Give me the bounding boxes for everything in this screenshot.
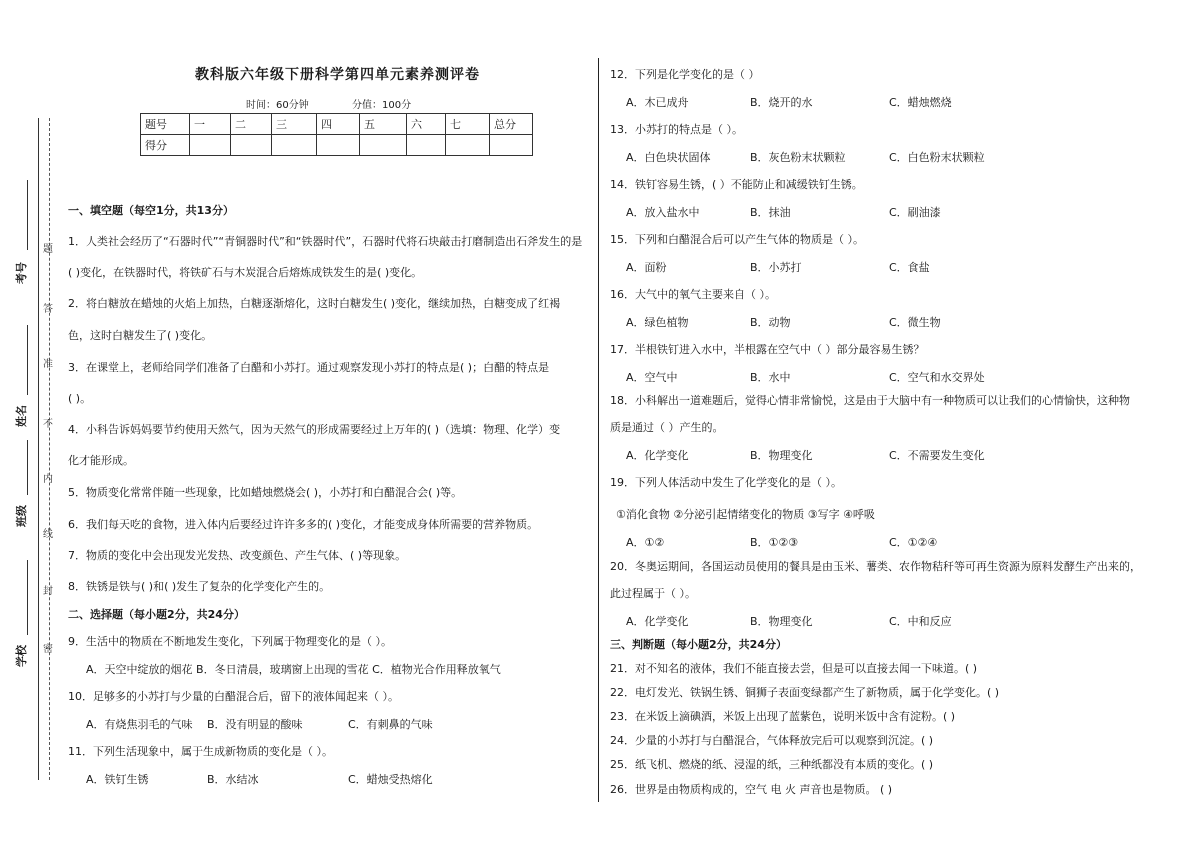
question-20-option-b: B．物理变化 (750, 615, 813, 628)
question-4-line2: 化才能形成。 (68, 454, 134, 467)
question-12-option-b: B．烧开的水 (750, 96, 813, 109)
question-2-line2: 色，这时白糖发生了( )变化。 (68, 329, 213, 342)
question-14-option-c: C．刷油漆 (889, 206, 941, 219)
score-input-cell[interactable] (272, 135, 317, 156)
question-13-option-c: C．白色粉末状颗粒 (889, 151, 985, 164)
section-true-false: 三、判断题（每小题2分，共24分） (610, 638, 787, 651)
seal-char: 准 (43, 359, 53, 370)
binding-solid-line (38, 118, 39, 780)
question-18-line1: 18．小科解出一道难题后，觉得心情非常愉悦，这是由于大脑中有一种物质可以让我们的心情愉快，这种物 (610, 394, 1130, 407)
column-divider (598, 58, 599, 802)
question-17: 17．半根铁钉进入水中，半根露在空气中（ ）部分最容易生锈？ (610, 343, 925, 356)
exam-score: 分值：100分 (352, 100, 412, 111)
question-20-line2: 此过程属于（ ）。 (610, 587, 696, 600)
question-14-option-b: B．抹油 (750, 206, 791, 219)
seal-char: 密 (43, 644, 53, 655)
question-3-line1: 3．在课堂上，老师给同学们准备了白醋和小苏打。通过观察发现小苏打的特点是( )；白醋的特点是 (68, 361, 550, 374)
score-input-cell[interactable] (490, 135, 533, 156)
blank-name (27, 325, 28, 395)
question-9: 9．生活中的物质在不断地发生变化，下列属于物理变化的是（ ）。 (68, 635, 392, 648)
question-17-option-a: A．空气中 (626, 371, 678, 384)
question-12-option-a: A．木已成舟 (626, 96, 689, 109)
question-13-option-a: A．白色块状固体 (626, 151, 711, 164)
score-table-header-row (141, 114, 533, 135)
question-19-option-a: A．①② (626, 536, 665, 549)
question-10: 10．足够多的小苏打与少量的白醋混合后，留下的液体闻起来（ ）。 (68, 690, 399, 703)
score-input-cell[interactable] (360, 135, 407, 156)
question-17-option-c: C．空气和水交界处 (889, 371, 985, 384)
question-25: 25．纸飞机、燃烧的纸、浸湿的纸，三种纸都没有本质的变化。( ) (610, 758, 934, 771)
question-12-option-c: C．蜡烛燃烧 (889, 96, 952, 109)
question-3-line2: ( )。 (68, 392, 92, 405)
seal-char: 不 (43, 419, 53, 430)
score-cell: 题号 (141, 114, 190, 135)
question-11: 11．下列生活现象中，属于生成新物质的变化是（ ）。 (68, 745, 333, 758)
question-16: 16．大气中的氧气主要来自（ ）。 (610, 288, 776, 301)
label-exam-number: 考号 (15, 262, 28, 284)
question-13-option-b: B．灰色粉末状颗粒 (750, 151, 846, 164)
section-fill-in: 一、填空题（每空1分，共13分） (68, 204, 234, 217)
exam-time: 时间：60分钟 (246, 100, 309, 111)
question-6: 6．我们每天吃的食物，进入体内后要经过许许多多的( )变化，才能变成身体所需要的营养物质。 (68, 518, 539, 531)
score-cell: 一 (190, 114, 231, 135)
score-input-cell[interactable] (407, 135, 446, 156)
question-1-line2: ( )变化，在铁器时代，将铁矿石与木炭混合后熔炼成铁发生的是( )变化。 (68, 266, 423, 279)
seal-char: 线 (43, 529, 53, 540)
question-20-option-c: C．中和反应 (889, 615, 952, 628)
score-cell: 三 (272, 114, 317, 135)
question-14: 14．铁钉容易生锈，( ）不能防止和减缓铁钉生锈。 (610, 178, 863, 191)
binding-dashed-line (49, 118, 50, 780)
question-20-line1: 20．冬奥运期间，各国运动员使用的餐具是由玉米、薯类、农作物秸秆等可再生资源为原料发酵生产出来的， (610, 560, 1141, 573)
question-7: 7．物质的变化中会出现发光发热、改变颜色、产生气体、( )等现象。 (68, 549, 407, 562)
blank-school (27, 560, 28, 635)
score-table (140, 113, 533, 156)
question-15-option-a: A．面粉 (626, 261, 667, 274)
question-5: 5．物质变化常常伴随一些现象，比如蜡烛燃烧会( )，小苏打和白醋混合会( )等。 (68, 486, 463, 499)
question-13: 13．小苏打的特点是（ ）。 (610, 123, 743, 136)
score-input-cell[interactable] (231, 135, 272, 156)
question-15: 15．下列和白醋混合后可以产生气体的物质是（ ）。 (610, 233, 864, 246)
score-cell: 七 (446, 114, 490, 135)
section-multiple-choice: 二、选择题（每小题2分，共24分） (68, 608, 245, 621)
question-4-line1: 4．小科告诉妈妈要节约使用天然气，因为天然气的形成需要经过上万年的( )（选填：物理、化学）变 (68, 423, 561, 436)
question-18-option-c: C．不需要发生变化 (889, 449, 985, 462)
question-26: 26．世界是由物质构成的，空气 电 火 声音也是物质。 ( ) (610, 783, 893, 796)
question-16-option-c: C．微生物 (889, 316, 941, 329)
score-cell: 得分 (141, 135, 190, 156)
question-9-options: A．天空中绽放的烟花 B．冬日清晨，玻璃窗上出现的雪花 C．植物光合作用释放氧气 (86, 663, 501, 676)
seal-char: 内 (43, 474, 53, 485)
question-8: 8．铁锈是铁与( )和( )发生了复杂的化学变化产生的。 (68, 580, 331, 593)
question-19-statements: ①消化食物 ②分泌引起情绪变化的物质 ③写字 ④呼吸 (616, 508, 875, 521)
question-11-option-b: B．水结冰 (207, 773, 259, 786)
question-19: 19．下列人体活动中发生了化学变化的是（ ）。 (610, 476, 842, 489)
question-10-option-c: C．有刺鼻的气味 (348, 718, 433, 731)
question-19-option-c: C．①②④ (889, 536, 938, 549)
question-22: 22．电灯发光、铁锅生锈、铜狮子表面变绿都产生了新物质，属于化学变化。( ) (610, 686, 1000, 699)
binding-margin (0, 0, 60, 849)
question-15-option-c: C．食盐 (889, 261, 930, 274)
question-12: 12．下列是化学变化的是（ ） (610, 68, 760, 81)
question-23: 23．在米饭上滴碘酒，米饭上出现了蓝紫色，说明米饭中含有淀粉。( ) (610, 710, 956, 723)
score-cell: 总分 (490, 114, 533, 135)
question-24: 24．少量的小苏打与白醋混合，气体释放完后可以观察到沉淀。( ) (610, 734, 934, 747)
blank-class (27, 440, 28, 495)
score-cell: 四 (317, 114, 360, 135)
score-input-cell[interactable] (446, 135, 490, 156)
question-18-option-a: A．化学变化 (626, 449, 689, 462)
question-11-option-c: C．蜡烛受热熔化 (348, 773, 433, 786)
question-2-line1: 2．将白糖放在蜡烛的火焰上加热，白糖逐渐熔化，这时白糖发生( )变化，继续加热，白糖变成了红褐 (68, 297, 561, 310)
score-cell: 五 (360, 114, 407, 135)
seal-char: 题 (43, 244, 53, 255)
question-17-option-b: B．水中 (750, 371, 791, 384)
seal-char: 答 (43, 304, 53, 315)
question-15-option-b: B．小苏打 (750, 261, 802, 274)
page-title: 教科版六年级下册科学第四单元素养测评卷 (195, 67, 480, 83)
question-19-option-b: B．①②③ (750, 536, 799, 549)
question-11-option-a: A．铁钉生锈 (86, 773, 149, 786)
question-14-option-a: A．放入盐水中 (626, 206, 700, 219)
blank-exam-number (27, 180, 28, 250)
question-10-option-b: B．没有明显的酸味 (207, 718, 303, 731)
label-name: 姓名 (15, 405, 28, 427)
question-18-option-b: B．物理变化 (750, 449, 813, 462)
question-10-option-a: A．有烧焦羽毛的气味 (86, 718, 193, 731)
score-cell: 六 (407, 114, 446, 135)
question-20-option-a: A．化学变化 (626, 615, 689, 628)
score-input-cell[interactable] (317, 135, 360, 156)
question-1-line1: 1．人类社会经历了“石器时代”“青铜器时代”和“铁器时代”，石器时代将石块敲击打磨制造出石斧发生的是 (68, 235, 583, 248)
label-class: 班级 (15, 505, 28, 527)
score-input-cell[interactable] (190, 135, 231, 156)
score-cell: 二 (231, 114, 272, 135)
question-21: 21．对不知名的液体，我们不能直接去尝，但是可以直接去闻一下味道。( ) (610, 662, 978, 675)
question-18-line2: 质是通过（ ）产生的。 (610, 421, 724, 434)
label-school: 学校 (15, 645, 28, 667)
question-16-option-b: B．动物 (750, 316, 791, 329)
seal-char: 封 (43, 586, 53, 597)
score-table-score-row (141, 135, 533, 156)
question-16-option-a: A．绿色植物 (626, 316, 689, 329)
